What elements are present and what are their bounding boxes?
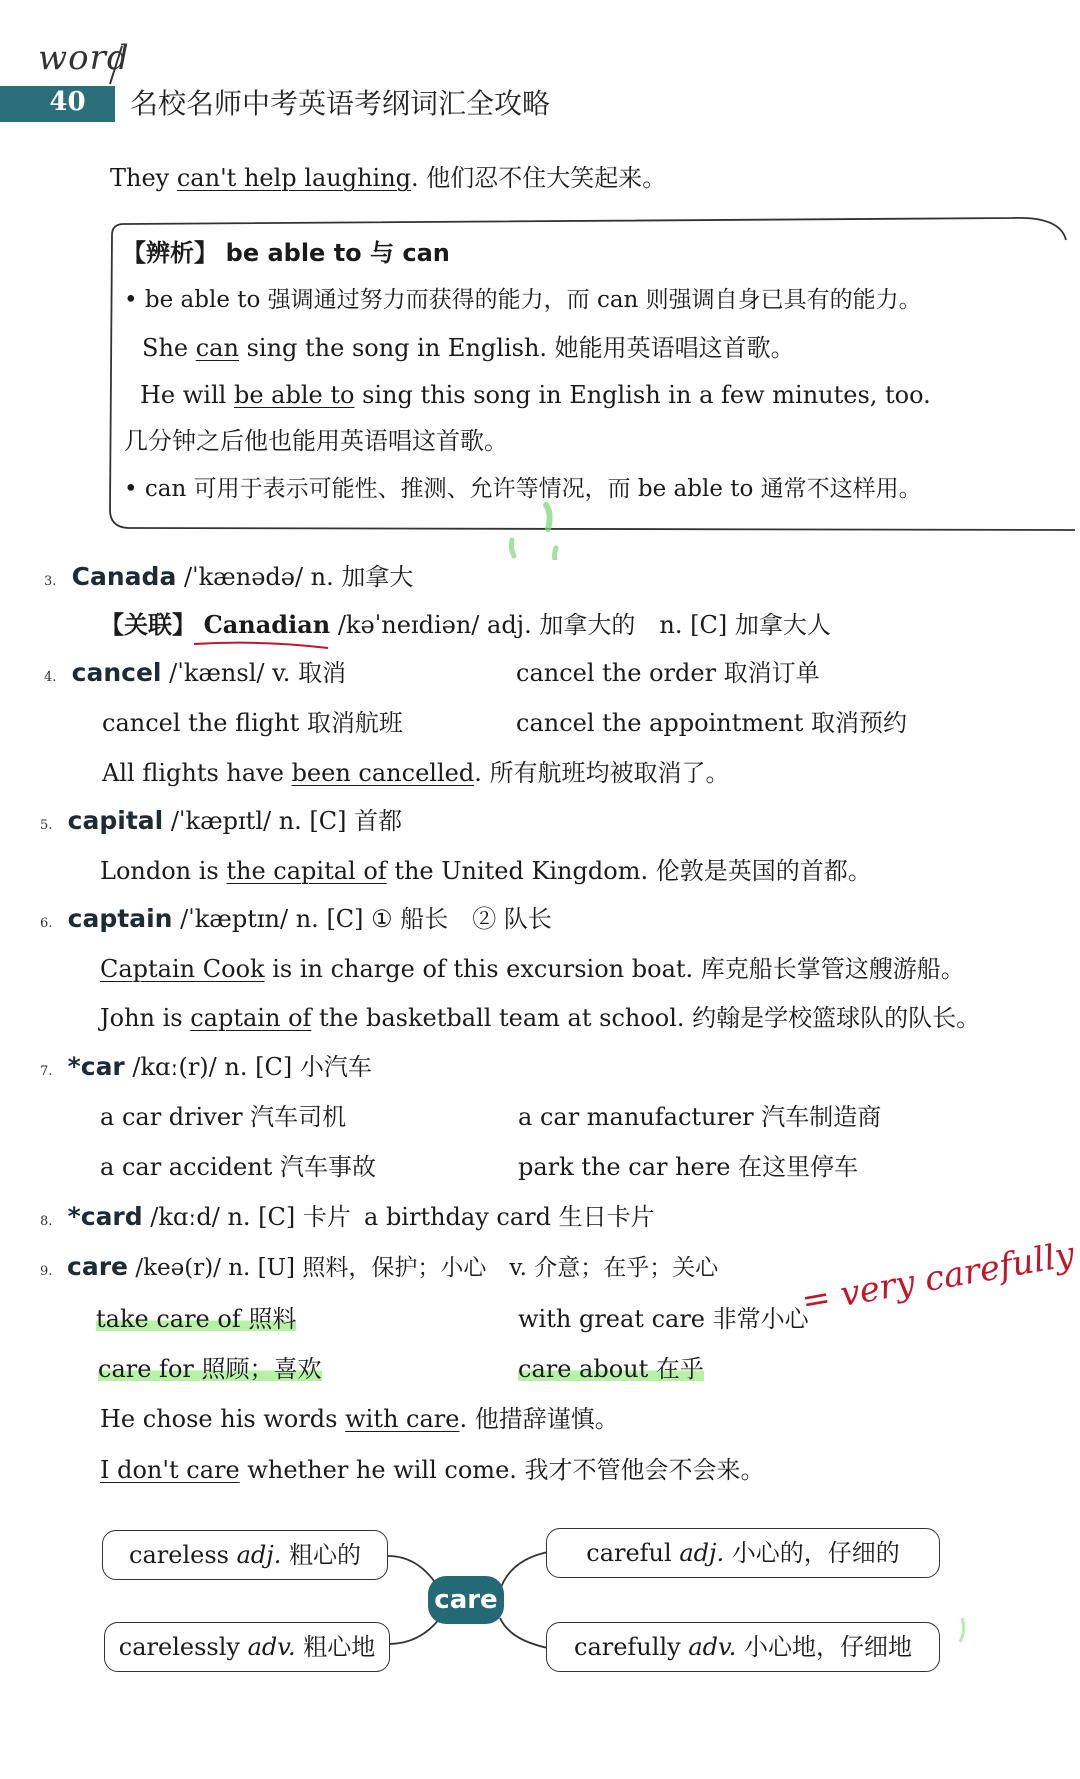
car-phrase-manufacturer: a car manufacturer 汽车制造商: [518, 1103, 882, 1131]
entry-card: 8. *card /kɑːd/ n. [C] 卡片: [40, 1202, 351, 1231]
mindmap-node-carefully: carefully adv. 小心地，仔细地: [546, 1622, 940, 1672]
analysis-heading: [122, 238, 450, 268]
analysis-bullet-2: • can 可用于表示可能性、推测、允许等情况，而 be able to 通常不这样用。: [124, 476, 922, 502]
care-phrase-take-care-of: take care of 照料: [96, 1305, 297, 1333]
analysis-title: be able to 与 can: [225, 239, 450, 267]
canadian-red-underline: [192, 638, 332, 652]
analysis-tag: 【辨析】: [122, 239, 218, 267]
mindmap-node-careful: careful adj. 小心的，仔细的: [546, 1528, 940, 1578]
entry-captain: 6. captain /ˈkæptɪn/ n. [C] ① 船长 ② 队长: [40, 904, 552, 933]
captain-example-1: Captain Cook is in charge of this excursion boat. 库克船长掌管这艘游船。: [100, 955, 965, 983]
care-phrase-with-great-care: with great care 非常小心: [518, 1305, 809, 1333]
handwritten-note: = very carefully: [798, 1234, 1078, 1322]
card-phrase: a birthday card 生日卡片: [364, 1203, 655, 1231]
analysis-bullet-1: • be able to 强调通过努力而获得的能力，而 can 则强调自身已具有的能力。: [124, 287, 922, 313]
entry-care: 9. care /keə(r)/ n. [U] 照料，保护；小心 v. 介意；在乎；关心: [40, 1252, 719, 1281]
car-phrase-accident: a car accident 汽车事故: [100, 1153, 376, 1181]
entry-cancel: 4. cancel /ˈkænsl/ v. 取消: [44, 658, 347, 687]
entry-capital: 5. capital /ˈkæpɪtl/ n. [C] 首都: [40, 806, 403, 835]
cancel-phrase-flight: cancel the flight 取消航班: [102, 709, 403, 737]
care-phrase-care-for: care for 照顾；喜欢: [98, 1355, 322, 1383]
mindmap-center: care: [428, 1576, 504, 1624]
analysis-example-2: He will be able to sing this song in English in a few minutes, too.: [140, 381, 931, 409]
captain-example-2: John is captain of the basketball team at school. 约翰是学校篮球队的队长。: [100, 1004, 981, 1032]
header-word-logo: word: [38, 38, 130, 78]
entry-canada: 3. Canada /ˈkænədə/ n. 加拿大: [44, 562, 414, 591]
cancel-phrase-order: cancel the order 取消订单: [516, 659, 820, 687]
capital-example: London is the capital of the United Kingdom. 伦敦是英国的首都。: [100, 857, 872, 885]
entry-car: 7. *car /kɑː(r)/ n. [C] 小汽车: [40, 1052, 372, 1081]
canada-related: 【关联】 Canadian /kəˈneɪdiən/ adj. 加拿大的 n. [C] 加拿大人: [100, 610, 831, 639]
care-phrase-care-about: care about 在乎: [518, 1355, 704, 1383]
analysis-example-1: She can sing the song in English. 她能用英语唱这首歌。: [142, 334, 795, 362]
car-phrase-driver: a car driver 汽车司机: [100, 1103, 347, 1131]
intro-sentence: They can't help laughing. 他们忍不住大笑起来。: [110, 164, 667, 192]
care-example-1: He chose his words with care. 他措辞谨慎。: [100, 1405, 619, 1433]
page-number: 40: [0, 86, 115, 118]
care-example-2: I don't care whether he will come. 我才不管他会不会来。: [100, 1456, 765, 1484]
mindmap-node-carelessly: carelessly adv. 粗心地: [104, 1622, 390, 1672]
book-title: 名校名师中考英语考纲词汇全攻略: [130, 87, 551, 120]
car-phrase-park: park the car here 在这里停车: [518, 1153, 859, 1181]
mindmap-node-careless: careless adj. 粗心的: [102, 1530, 388, 1580]
analysis-example-2-cn: 几分钟之后他也能用英语唱这首歌。: [124, 427, 508, 455]
cancel-phrase-appointment: cancel the appointment 取消预约: [516, 709, 908, 737]
cancel-example: All flights have been cancelled. 所有航班均被取消了。: [102, 759, 730, 787]
